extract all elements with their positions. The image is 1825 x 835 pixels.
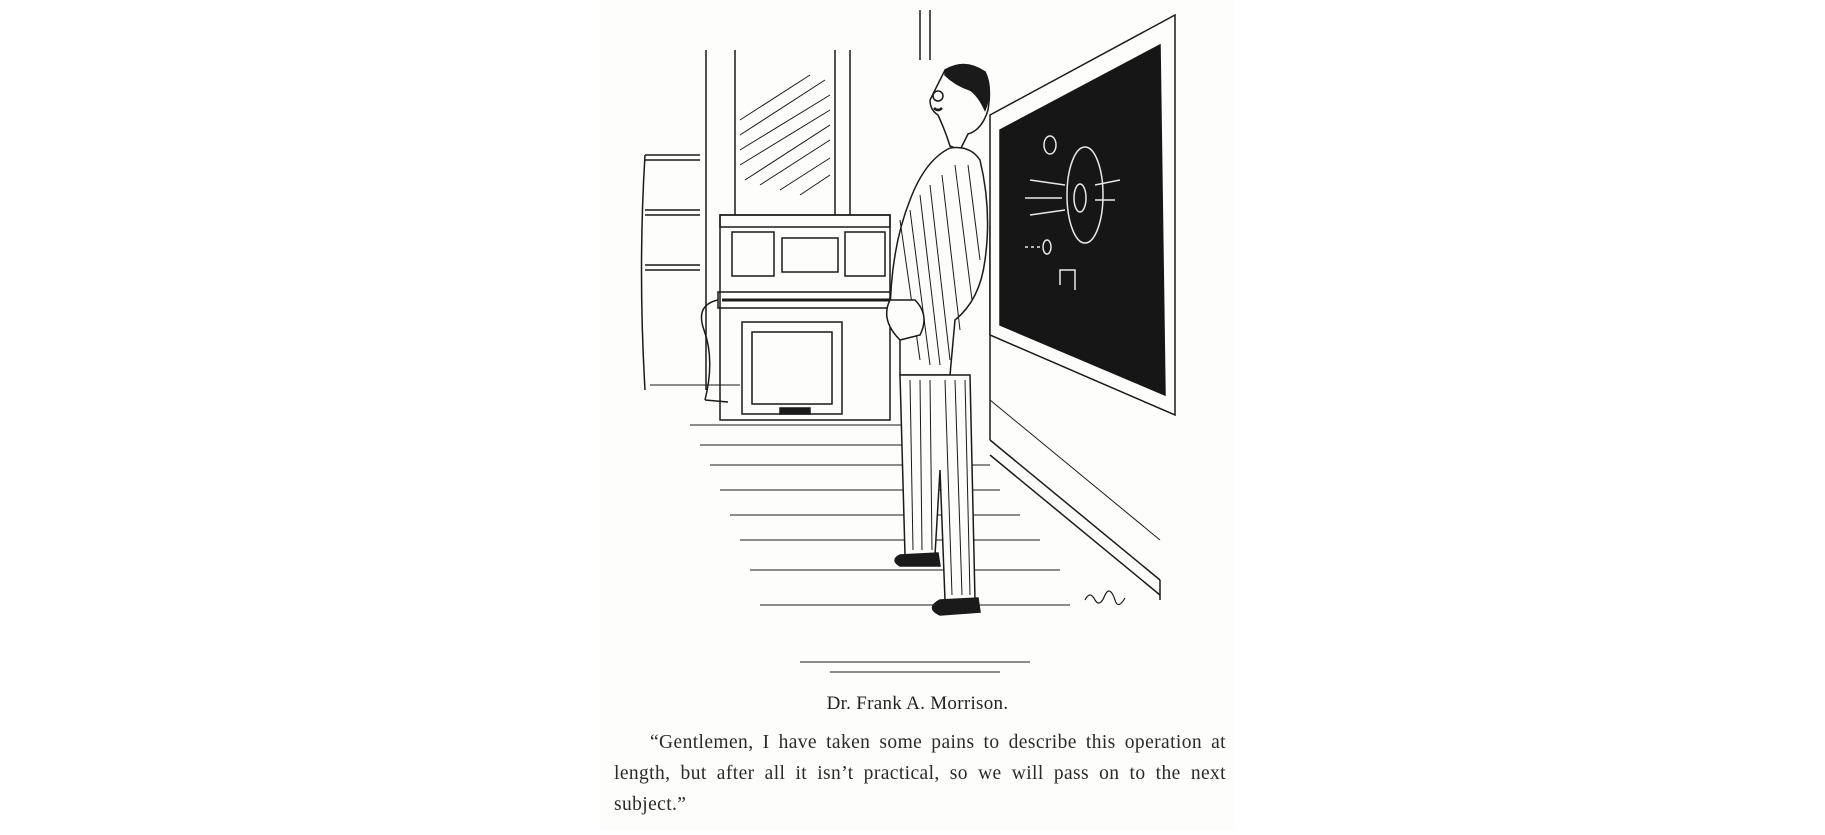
illustration — [600, 0, 1235, 680]
blackboard — [990, 15, 1175, 415]
caption-title: Dr. Frank A. Morrison. — [826, 693, 1009, 714]
caption-quote: “Gentlemen, I have taken some pains to describe this operation at length, but after all it isn’t practical, so we will pass on to the next subject.” — [614, 732, 1226, 815]
floor-lines — [650, 385, 1070, 672]
man-figure — [887, 64, 990, 615]
piano — [701, 215, 893, 420]
window-hatching — [740, 75, 830, 195]
page — [600, 0, 1235, 830]
artist-signature — [1085, 591, 1125, 605]
